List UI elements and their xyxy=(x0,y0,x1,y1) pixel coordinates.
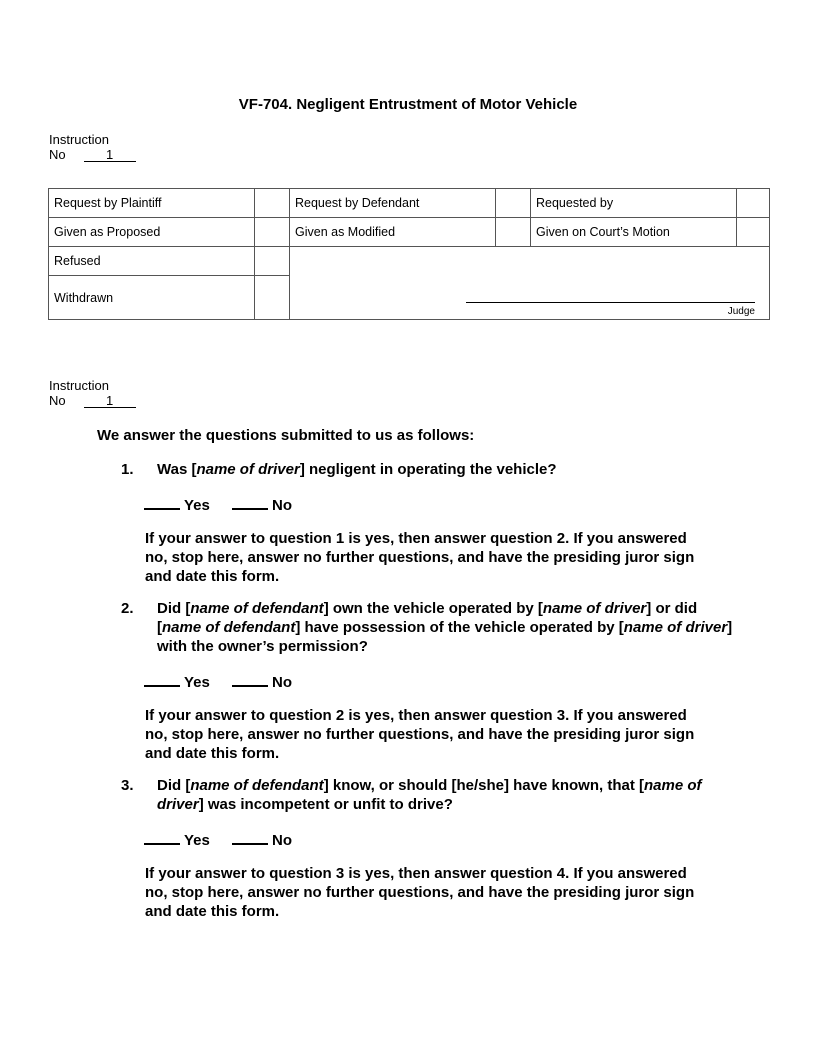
answer-2 xyxy=(144,671,292,692)
refused-checkbox[interactable] xyxy=(255,247,290,276)
placeholder-name-of-defendant: name of defendant xyxy=(190,777,324,794)
question-number: 3. xyxy=(121,777,134,794)
question-3 xyxy=(121,776,741,814)
given-as-modified-label: Given as Modified xyxy=(290,218,496,247)
answer-1 xyxy=(144,494,292,515)
given-on-courts-motion-checkbox[interactable] xyxy=(737,218,770,247)
no-blank[interactable] xyxy=(232,671,268,687)
withdrawn-checkbox[interactable] xyxy=(255,276,290,320)
requested-by-checkbox[interactable] xyxy=(737,189,770,218)
no-label: No xyxy=(272,497,293,514)
question-number: 2. xyxy=(121,600,134,617)
instruction-number-block-2 xyxy=(49,378,136,408)
answer-3 xyxy=(144,829,292,850)
no-label: No xyxy=(272,674,293,691)
question-3-instruction: If your answer to question 3 is yes, then answer question 4. If you answered no, stop here, answer no further questions, and have the presiding juror sign and date this form. xyxy=(145,865,695,920)
yes-blank[interactable] xyxy=(144,494,180,510)
placeholder-name-of-driver: name of driver xyxy=(623,619,728,636)
judge-signature-line[interactable] xyxy=(466,302,755,303)
instruction-label: Instruction xyxy=(49,378,109,393)
instruction-label: Instruction xyxy=(49,132,109,147)
instruction-no-label: No xyxy=(49,147,66,162)
no-blank[interactable] xyxy=(232,829,268,845)
placeholder-name-of-driver: name of driver xyxy=(542,600,647,617)
yes-label: Yes xyxy=(184,497,210,514)
refused-label: Refused xyxy=(49,247,255,276)
placeholder-name-of-driver: name of driver xyxy=(196,461,300,478)
question-2 xyxy=(121,599,741,656)
request-by-plaintiff-checkbox[interactable] xyxy=(255,189,290,218)
yes-label: Yes xyxy=(184,832,210,849)
question-1-instruction: If your answer to question 1 is yes, then answer question 2. If you answered no, stop here, answer no further questions, and have the presiding juror sign and date this form. xyxy=(145,530,695,585)
given-as-proposed-label: Given as Proposed xyxy=(49,218,255,247)
requested-by-label: Requested by xyxy=(531,189,737,218)
judge-signature-area xyxy=(290,247,770,320)
page-title: VF-704. Negligent Entrustment of Motor Vehicle xyxy=(238,96,578,113)
question-2-instruction: If your answer to question 2 is yes, then answer question 3. If you answered no, stop here, answer no further questions, and have the presiding juror sign and date this form. xyxy=(145,707,695,762)
request-status-table xyxy=(48,188,770,320)
given-as-proposed-checkbox[interactable] xyxy=(255,218,290,247)
request-by-defendant-checkbox[interactable] xyxy=(496,189,531,218)
question-1 xyxy=(121,460,741,479)
request-by-plaintiff-label: Request by Plaintiff xyxy=(49,189,255,218)
instruction-no-label: No xyxy=(49,393,66,408)
given-as-modified-checkbox[interactable] xyxy=(496,218,531,247)
yes-label: Yes xyxy=(184,674,210,691)
request-by-defendant-label: Request by Defendant xyxy=(290,189,496,218)
placeholder-name-of-defendant: name of defendant xyxy=(190,600,324,617)
instruction-number-block xyxy=(49,132,136,162)
question-text: Did [name of defendant] own the vehicle operated by [name of driver] or did [name of defendant] have possession of the vehicle operated by [name of driver] with the owner’s permission? xyxy=(157,600,733,655)
yes-blank[interactable] xyxy=(144,671,180,687)
question-text: Was [name of driver] negligent in operating the vehicle? xyxy=(157,461,557,478)
instruction-number-field[interactable]: 1 xyxy=(84,394,136,408)
withdrawn-label: Withdrawn xyxy=(49,276,255,320)
no-label: No xyxy=(272,832,293,849)
placeholder-name-of-defendant: name of defendant xyxy=(162,619,296,636)
judge-label: Judge xyxy=(727,306,755,317)
no-blank[interactable] xyxy=(232,494,268,510)
placeholder-name-of-driver: name of driver xyxy=(157,777,702,813)
question-number: 1. xyxy=(121,461,134,478)
given-on-courts-motion-label: Given on Court’s Motion xyxy=(531,218,737,247)
instruction-number-field[interactable]: 1 xyxy=(84,148,136,162)
intro-statement: We answer the questions submitted to us as follows: xyxy=(97,427,475,444)
yes-blank[interactable] xyxy=(144,829,180,845)
question-text: Did [name of defendant] know, or should [he/she] have known, that [name of driver] was incompetent or unfit to drive? xyxy=(157,777,702,813)
